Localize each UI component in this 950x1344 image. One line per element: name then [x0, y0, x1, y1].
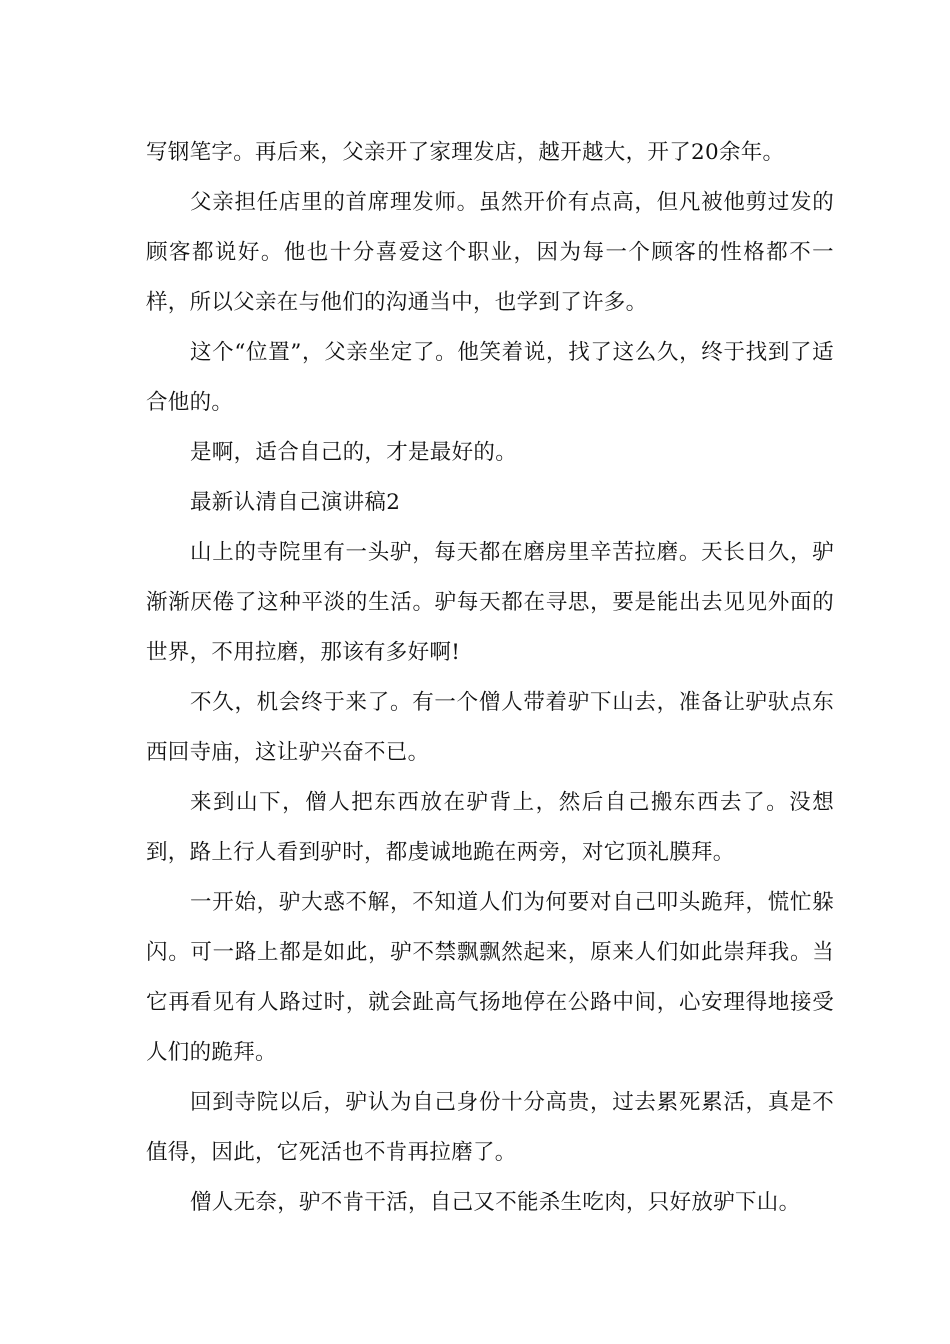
- paragraph-9: 回到寺院以后，驴认为自己身份十分高贵，过去累死累活，真是不值得，因此，它死活也不肯再拉磨了。: [146, 1090, 834, 1165]
- paragraph-4: 是啊，适合自己的，才是最好的。: [190, 440, 518, 465]
- paragraph-8: 一开始，驴大惑不解，不知道人们为何要对自己叩头跪拜，慌忙躲闪。可一路上都是如此，驴不禁飘飘然起来，原来人们如此崇拜我。当它再看见有人路过时，就会趾高气扬地停在公路中间，心安理得地接受人们的跪拜。: [146, 890, 834, 1065]
- paragraph-7: 来到山下，僧人把东西放在驴背上，然后自己搬东西去了。没想到，路上行人看到驴时，都虔诚地跪在两旁，对它顶礼膜拜。: [146, 790, 834, 865]
- section-heading: 最新认清自己演讲稿2: [190, 490, 401, 515]
- paragraph-10: 僧人无奈，驴不肯干活，自己又不能杀生吃肉，只好放驴下山。: [190, 1190, 801, 1215]
- paragraph-2: 父亲担任店里的首席理发师。虽然开价有点高，但凡被他剪过发的顾客都说好。他也十分喜爱这个职业，因为每一个顾客的性格都不一样，所以父亲在与他们的沟通当中，也学到了许多。: [146, 190, 834, 315]
- paragraph-5: 山上的寺院里有一头驴，每天都在磨房里辛苦拉磨。天长日久，驴渐渐厌倦了这种平淡的生活。驴每天都在寻思，要是能出去见见外面的世界，不用拉磨，那该有多好啊!: [146, 540, 834, 665]
- paragraph-1: 写钢笔字。再后来，父亲开了家理发店，越开越大，开了20余年。: [146, 140, 785, 165]
- document-body: [146, 128, 834, 1228]
- paragraph-3: 这个“位置”，父亲坐定了。他笑着说，找了这么久，终于找到了适合他的。: [146, 340, 834, 415]
- paragraph-6: 不久，机会终于来了。有一个僧人带着驴下山去，准备让驴驮点东西回寺庙，这让驴兴奋不已。: [146, 690, 834, 765]
